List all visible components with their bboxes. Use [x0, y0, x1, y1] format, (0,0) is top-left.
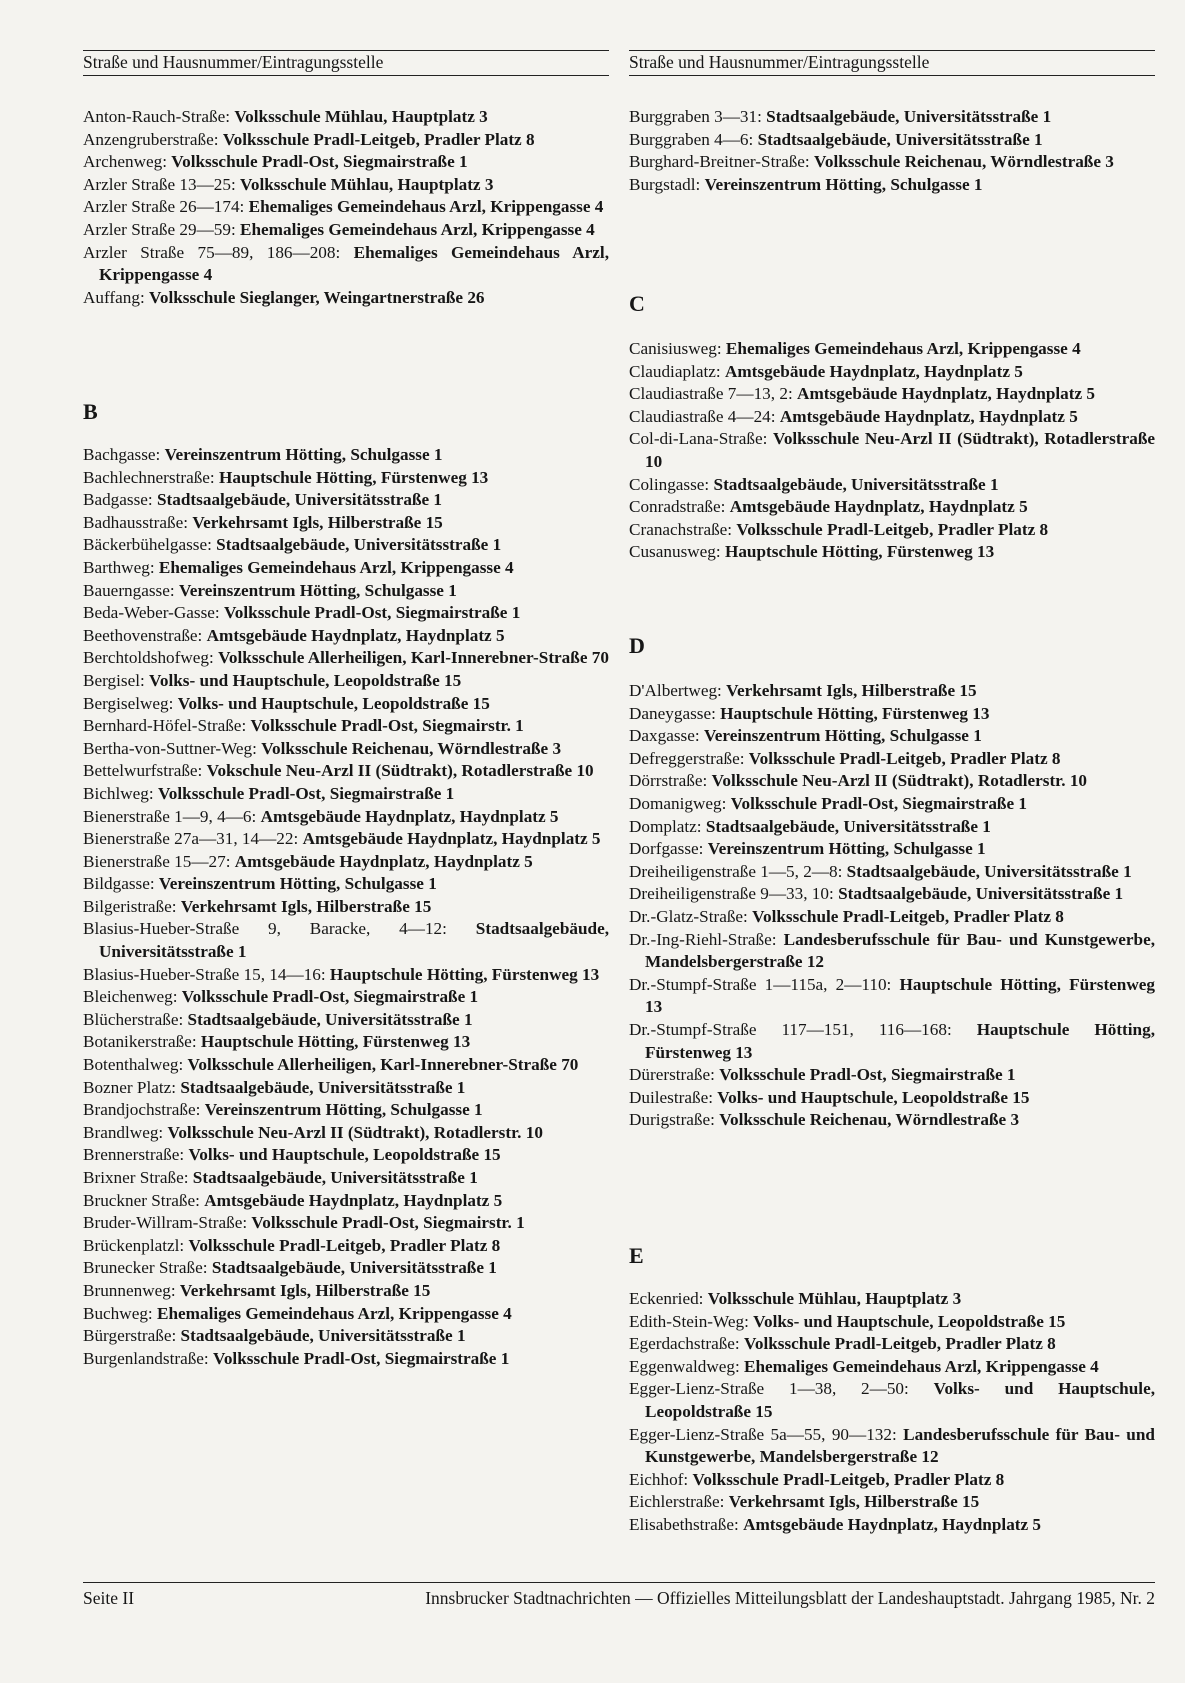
polling-location: Ehemaliges Gemeindehaus Arzl, Krippengasse 4: [158, 557, 514, 577]
polling-location: Vereinszentrum Hötting, Schulgasse 1: [178, 580, 457, 600]
list-item: [83, 693, 609, 716]
list-item: [83, 738, 609, 761]
left-column: [83, 106, 609, 309]
polling-location: Amtsgebäude Haydnplatz, Haydnplatz 5: [302, 829, 601, 849]
polling-location: Volks- und Hauptschule, Leopoldstraße 15: [177, 693, 490, 713]
street-name: Dr.-Ing-Riehl-Straße:: [629, 929, 777, 949]
street-name: Bergiselweg:: [83, 693, 174, 713]
polling-location: Vereinszentrum Hötting, Schulgasse 1: [703, 726, 982, 746]
street-name: Auffang:: [83, 287, 145, 307]
list-item: [629, 929, 1155, 974]
street-name: Eichhof:: [629, 1469, 689, 1489]
entries-b-right: [629, 106, 1155, 196]
polling-location: Verkehrsamt Igls, Hilberstraße 15: [179, 1280, 431, 1300]
list-item: [83, 896, 609, 919]
list-item: [83, 242, 609, 287]
list-item: [629, 883, 1155, 906]
entries-e: [629, 1288, 1155, 1537]
list-item: [629, 496, 1155, 519]
polling-location: Stadtsaalgebäude, Universitätsstraße 1: [757, 129, 1043, 149]
list-item: [83, 489, 609, 512]
polling-location: Volksschule Reichenau, Wörndlestraße 3: [261, 738, 562, 758]
street-name: Brunnenweg:: [83, 1280, 176, 1300]
street-name: Brückenplatzl:: [83, 1235, 185, 1255]
polling-location: Volksschule Pradl-Leitgeb, Pradler Platz 8: [748, 748, 1061, 768]
polling-location: Verkehrsamt Igls, Hilberstraße 15: [192, 512, 443, 532]
list-item: [83, 1348, 609, 1371]
polling-location: Amtsgebäude Haydnplatz, Haydnplatz 5: [234, 851, 533, 871]
polling-location: Amtsgebäude Haydnplatz, Haydnplatz 5: [797, 384, 1095, 404]
street-name: Badgasse:: [83, 490, 153, 510]
polling-location: Vereinszentrum Hötting, Schulgasse 1: [164, 445, 443, 464]
list-item: [629, 1424, 1155, 1469]
list-item: [629, 1491, 1155, 1514]
list-item: [83, 1077, 609, 1100]
street-name: Brandjochstraße:: [83, 1100, 201, 1120]
polling-location: Volksschule Sieglanger, Weingartnerstraße 26: [149, 287, 485, 307]
polling-location: Hauptschule Hötting, Fürstenweg 13: [219, 467, 489, 487]
list-item: [629, 838, 1155, 861]
polling-location: Volksschule Pradl-Leitgeb, Pradler Platz 8: [744, 1334, 1056, 1354]
list-item: [629, 725, 1155, 748]
polling-location: Stadtsaalgebäude, Universitätsstraße 1: [705, 816, 991, 836]
street-name: Barthweg:: [83, 557, 155, 577]
polling-location: Volksschule Pradl-Ost, Siegmairstraße 1: [181, 987, 479, 1007]
polling-location: Volks- und Hauptschule, Leopoldstraße 15: [717, 1087, 1030, 1107]
list-item: [83, 806, 609, 829]
polling-location: Volksschule Mühlau, Hauptplatz 3: [234, 107, 488, 126]
street-name: Bauerngasse:: [83, 580, 175, 600]
list-item: [629, 338, 1155, 361]
street-name: Buchweg:: [83, 1303, 153, 1323]
polling-location: Ehemaliges Gemeindehaus Arzl, Krippengasse 4: [248, 197, 604, 217]
list-item: [83, 625, 609, 648]
street-name: Beethovenstraße:: [83, 625, 203, 645]
entries-b-left: [83, 444, 609, 1370]
polling-location: Ehemaliges Gemeindehaus Arzl, Krippengasse 4: [240, 219, 595, 239]
street-name: Canisiusweg:: [629, 339, 722, 358]
street-name: Elisabethstraße:: [629, 1514, 739, 1534]
list-item: [629, 1109, 1155, 1132]
list-item: [83, 444, 609, 467]
street-name: Burgenlandstraße:: [83, 1348, 209, 1368]
list-item: [629, 1288, 1155, 1311]
polling-location: Stadtsaalgebäude, Universitätsstraße 1: [713, 474, 999, 494]
street-name: Anzengruberstraße:: [83, 129, 219, 149]
polling-location: Amtsgebäude Haydnplatz, Haydnplatz 5: [743, 1514, 1042, 1534]
street-name: Dorfgasse:: [629, 839, 704, 859]
polling-location: Volksschule Allerheiligen, Karl-Innerebner-Straße 70: [187, 1055, 579, 1075]
polling-location: Volksschule Allerheiligen, Karl-Innerebner-Straße 70: [218, 648, 609, 668]
street-name: Brennerstraße:: [83, 1145, 185, 1165]
street-name: Archenweg:: [83, 152, 167, 172]
street-name: Bilgeristraße:: [83, 896, 177, 916]
polling-location: Volksschule Pradl-Leitgeb, Pradler Platz 8: [222, 129, 535, 149]
polling-location: Amtsgebäude Haydnplatz, Haydnplatz 5: [206, 625, 505, 645]
street-name: Bernhard-Höfel-Straße:: [83, 716, 247, 736]
street-name: Badhausstraße:: [83, 512, 189, 532]
list-item: [629, 519, 1155, 542]
list-item: [83, 783, 609, 806]
polling-location: Vereinszentrum Hötting, Schulgasse 1: [204, 1100, 483, 1120]
street-name: Blasius-Hueber-Straße 9, Baracke, 4—12:: [83, 919, 447, 939]
polling-location: Hauptschule Hötting, Fürstenweg 13: [645, 1019, 1156, 1062]
street-name: Botanikerstraße:: [83, 1032, 197, 1052]
list-item: [83, 986, 609, 1009]
polling-location: Stadtsaalgebäude, Universitätsstraße 1: [216, 535, 502, 555]
street-name: Cusanusweg:: [629, 542, 721, 562]
polling-location: Stadtsaalgebäude, Universitätsstraße 1: [211, 1258, 497, 1278]
right-column-d: [629, 680, 1155, 1132]
list-item: [629, 106, 1155, 129]
list-item: [83, 151, 609, 174]
list-item: [629, 1514, 1155, 1537]
list-item: [629, 703, 1155, 726]
street-name: Eggenwaldweg:: [629, 1356, 740, 1376]
polling-location: Amtsgebäude Haydnplatz, Haydnplatz 5: [204, 1190, 503, 1210]
street-name: Berchtoldshofweg:: [83, 648, 214, 668]
street-name: Bergisel:: [83, 670, 145, 690]
list-item: [629, 406, 1155, 429]
street-name: Bäckerbühelgasse:: [83, 535, 212, 555]
polling-location: Amtsgebäude Haydnplatz, Haydnplatz 5: [724, 361, 1023, 381]
list-item: [83, 1303, 609, 1326]
polling-location: Volksschule Pradl-Ost, Siegmairstraße 1: [213, 1348, 510, 1368]
list-item: [83, 287, 609, 310]
section-letter-e: E: [629, 1243, 644, 1268]
section-c-heading-wrap: [629, 292, 1155, 316]
polling-location: Volksschule Reichenau, Wörndlestraße 3: [814, 152, 1114, 172]
street-name: Dreiheiligenstraße 1—5, 2—8:: [629, 861, 843, 881]
polling-location: Landesberufsschule für Bau- und Kunstgewerbe, Mandelsbergerstraße 12: [645, 1424, 1155, 1467]
street-name: Bleichenweg:: [83, 987, 178, 1007]
street-name: Conradstraße:: [629, 497, 726, 517]
right-column-c: [629, 338, 1155, 564]
street-name: Anton-Rauch-Straße:: [83, 107, 231, 126]
section-b-heading-wrap: [83, 400, 609, 424]
list-item: [83, 715, 609, 738]
page-footer: [83, 1582, 1155, 1609]
street-name: Domplatz:: [629, 816, 702, 836]
list-item: [83, 1280, 609, 1303]
street-name: Egger-Lienz-Straße 1—38, 2—50:: [629, 1379, 909, 1399]
street-name: Dr.-Stumpf-Straße 1—115a, 2—110:: [629, 974, 892, 994]
list-item: [83, 918, 609, 963]
polling-location: Volksschule Pradl-Leitgeb, Pradler Platz 8: [736, 519, 1049, 539]
list-item: [629, 1356, 1155, 1379]
street-name: Brixner Straße:: [83, 1168, 189, 1187]
list-item: [83, 174, 609, 197]
polling-location: Vereinszentrum Hötting, Schulgasse 1: [158, 874, 437, 894]
column-header-right: Straße und Hausnummer/Eintragungsstelle: [629, 50, 1155, 76]
list-item: [83, 106, 609, 129]
list-item: [83, 580, 609, 603]
polling-location: Hauptschule Hötting, Fürstenweg 13: [645, 974, 1155, 1017]
polling-location: Vereinszentrum Hötting, Schulgasse 1: [707, 839, 986, 859]
street-name: Durigstraße:: [629, 1110, 715, 1130]
polling-location: Hauptschule Hötting, Fürstenweg 13: [724, 542, 995, 562]
polling-location: Volksschule Mühlau, Hauptplatz 3: [240, 174, 494, 194]
column-header-left: Straße und Hausnummer/Eintragungsstelle: [83, 50, 609, 76]
street-name: Burggraben 3—31:: [629, 107, 762, 126]
list-item: [83, 1031, 609, 1054]
list-item: [629, 1087, 1155, 1110]
list-item: [83, 1212, 609, 1235]
polling-location: Volks- und Hauptschule, Leopoldstraße 15: [149, 670, 462, 690]
list-item: [83, 828, 609, 851]
list-item: [83, 1009, 609, 1032]
street-name: Claudiaplatz:: [629, 361, 721, 381]
street-name: Domanigweg:: [629, 793, 727, 813]
polling-location: Stadtsaalgebäude, Universitätsstraße 1: [838, 884, 1124, 904]
list-item: [83, 873, 609, 896]
polling-location: Ehemaliges Gemeindehaus Arzl, Krippengasse 4: [725, 339, 1081, 358]
list-item: [629, 428, 1155, 473]
polling-location: Stadtsaalgebäude, Universitätsstraße 1: [157, 490, 443, 510]
street-name: Botenthalweg:: [83, 1055, 184, 1075]
polling-location: Hauptschule Hötting, Fürstenweg 13: [329, 964, 600, 984]
entries-a: [83, 106, 609, 309]
street-name: Egger-Lienz-Straße 5a—55, 90—132:: [629, 1424, 897, 1444]
section-letter-b: B: [83, 399, 98, 424]
polling-location: Volksschule Pradl-Ost, Siegmairstraße 1: [719, 1065, 1016, 1085]
list-item: [83, 1325, 609, 1348]
polling-location: Volksschule Reichenau, Wörndlestraße 3: [719, 1110, 1020, 1130]
list-item: [629, 1064, 1155, 1087]
street-name: D'Albertweg:: [629, 681, 722, 700]
street-name: Burgstadl:: [629, 174, 701, 194]
list-item: [629, 541, 1155, 564]
list-item: [629, 906, 1155, 929]
list-item: [83, 1054, 609, 1077]
polling-location: Vereinszentrum Hötting, Schulgasse 1: [704, 174, 983, 194]
list-item: [629, 1019, 1155, 1064]
polling-location: Stadtsaalgebäude, Universitätsstraße 1: [99, 919, 610, 962]
list-item: [629, 1378, 1155, 1423]
polling-location: Amtsgebäude Haydnplatz, Haydnplatz 5: [260, 806, 559, 826]
list-item: [629, 1311, 1155, 1334]
street-name: Bruder-Willram-Straße:: [83, 1213, 248, 1233]
polling-location: Volksschule Pradl-Leitgeb, Pradler Platz 8: [188, 1235, 501, 1255]
list-item: [83, 512, 609, 535]
left-column-b: [83, 444, 609, 1370]
street-name: Bienerstraße 15—27:: [83, 851, 231, 871]
section-d-heading-wrap: [629, 634, 1155, 658]
street-name: Brunecker Straße:: [83, 1258, 208, 1278]
list-item: [83, 1122, 609, 1145]
street-name: Arzler Straße 29—59:: [83, 219, 236, 239]
street-name: Daxgasse:: [629, 726, 700, 746]
street-name: Arzler Straße 75—89, 186—208:: [83, 242, 341, 262]
list-item: [83, 534, 609, 557]
street-name: Defreggerstraße:: [629, 748, 745, 768]
list-item: [629, 816, 1155, 839]
street-name: Brandlweg:: [83, 1122, 164, 1142]
section-letter-d: D: [629, 633, 645, 658]
list-item: [83, 1167, 609, 1190]
list-item: [83, 602, 609, 625]
street-name: Bettelwurfstraße:: [83, 761, 203, 781]
polling-location: Volksschule Pradl-Ost, Siegmairstraße 1: [171, 152, 468, 172]
entries-d: [629, 680, 1155, 1132]
list-item: [83, 964, 609, 987]
street-name: Claudiastraße 4—24:: [629, 406, 776, 426]
polling-location: Verkehrsamt Igls, Hilberstraße 15: [180, 896, 432, 916]
list-item: [83, 196, 609, 219]
street-name: Bichlweg:: [83, 783, 154, 803]
section-letter-c: C: [629, 291, 645, 316]
street-name: Burghard-Breitner-Straße:: [629, 152, 810, 172]
street-name: Blücherstraße:: [83, 1009, 184, 1029]
polling-location: Amtsgebäude Haydnplatz, Haydnplatz 5: [779, 406, 1078, 426]
list-item: [629, 1469, 1155, 1492]
polling-location: Volks- und Hauptschule, Leopoldstraße 15: [753, 1311, 1066, 1331]
polling-location: Stadtsaalgebäude, Universitätsstraße 1: [180, 1077, 466, 1097]
polling-location: Hauptschule Hötting, Fürstenweg 13: [200, 1032, 471, 1052]
polling-location: Volksschule Pradl-Leitgeb, Pradler Platz 8: [692, 1469, 1005, 1489]
list-item: [629, 974, 1155, 1019]
street-name: Daneygasse:: [629, 703, 716, 723]
polling-location: Volksschule Mühlau, Hauptplatz 3: [707, 1289, 962, 1308]
list-item: [629, 1333, 1155, 1356]
street-name: Blasius-Hueber-Straße 15, 14—16:: [83, 964, 326, 984]
list-item: [83, 670, 609, 693]
street-name: Bachgasse:: [83, 445, 161, 464]
right-column: [629, 106, 1155, 196]
list-item: [629, 129, 1155, 152]
street-name: Bienerstraße 27a—31, 14—22:: [83, 829, 299, 849]
list-item: [83, 1190, 609, 1213]
polling-location: Volksschule Neu-Arzl II (Südtrakt), Rotadlerstraße 10: [645, 429, 1156, 471]
list-item: [83, 129, 609, 152]
polling-location: Vokschule Neu-Arzl II (Südtrakt), Rotadlerstraße 10: [206, 761, 594, 781]
list-item: [629, 793, 1155, 816]
list-item: [629, 748, 1155, 771]
polling-location: Volksschule Pradl-Ost, Siegmairstraße 1: [223, 603, 521, 623]
polling-location: Ehemaliges Gemeindehaus Arzl, Krippengasse 4: [99, 242, 609, 285]
street-name: Arzler Straße 13—25:: [83, 174, 236, 194]
entries-c: [629, 338, 1155, 564]
page-number: Seite II: [83, 1588, 135, 1608]
list-item: [83, 647, 609, 670]
polling-location: Volksschule Pradl-Ost, Siegmairstraße 1: [730, 793, 1028, 813]
right-column-e: [629, 1288, 1155, 1537]
polling-location: Hauptschule Hötting, Fürstenweg 13: [720, 703, 990, 723]
street-name: Claudiastraße 7—13, 2:: [629, 384, 793, 404]
polling-location: Verkehrsamt Igls, Hilberstraße 15: [726, 681, 977, 700]
street-name: Eckenried:: [629, 1289, 704, 1308]
street-name: Bozner Platz:: [83, 1077, 177, 1097]
polling-location: Volks- und Hauptschule, Leopoldstraße 15: [645, 1379, 1156, 1421]
street-name: Cranachstraße:: [629, 519, 733, 539]
street-name: Col-di-Lana-Straße:: [629, 429, 768, 449]
street-name: Arzler Straße 26—174:: [83, 197, 245, 217]
street-name: Colingasse:: [629, 474, 710, 494]
street-name: Dörrstraße:: [629, 771, 708, 791]
polling-location: Verkehrsamt Igls, Hilberstraße 15: [728, 1492, 980, 1512]
list-item: [629, 770, 1155, 793]
street-name: Bildgasse:: [83, 874, 155, 894]
section-e-heading-wrap: [629, 1244, 1155, 1268]
polling-location: Volksschule Pradl-Ost, Siegmairstr. 1: [251, 1213, 525, 1233]
polling-location: Volksschule Neu-Arzl II (Südtrakt), Rotadlerstr. 10: [167, 1122, 543, 1142]
street-name: Bürgerstraße:: [83, 1326, 177, 1346]
street-name: Dr.-Stumpf-Straße 117—151, 116—168:: [629, 1019, 952, 1039]
street-name: Duilestraße:: [629, 1087, 713, 1107]
list-item: [629, 383, 1155, 406]
street-name: Bachlechnerstraße:: [83, 467, 215, 487]
street-name: Egerdachstraße:: [629, 1334, 740, 1354]
list-item: [629, 861, 1155, 884]
street-name: Eichlerstraße:: [629, 1492, 725, 1512]
list-item: [629, 474, 1155, 497]
polling-location: Landesberufsschule für Bau- und Kunstgewerbe, Mandelsbergerstraße 12: [645, 929, 1156, 972]
polling-location: Volks- und Hauptschule, Leopoldstraße 15: [188, 1145, 501, 1165]
polling-location: Ehemaliges Gemeindehaus Arzl, Krippengasse 4: [157, 1303, 512, 1323]
list-item: [83, 219, 609, 242]
street-name: Bruckner Straße:: [83, 1190, 200, 1210]
list-item: [83, 851, 609, 874]
list-item: [629, 680, 1155, 703]
publication-line: Innsbrucker Stadtnachrichten — Offizielles Mitteilungsblatt der Landeshauptstadt. Jahrgang 1985, Nr. 2: [425, 1588, 1155, 1608]
street-name: Beda-Weber-Gasse:: [83, 603, 220, 623]
polling-location: Volksschule Pradl-Leitgeb, Pradler Platz 8: [752, 906, 1064, 926]
polling-location: Ehemaliges Gemeindehaus Arzl, Krippengasse 4: [744, 1356, 1099, 1376]
list-item: [83, 1099, 609, 1122]
list-item: [629, 361, 1155, 384]
street-name: Burggraben 4—6:: [629, 129, 754, 149]
list-item: [83, 1257, 609, 1280]
polling-location: Stadtsaalgebäude, Universitätsstraße 1: [180, 1326, 466, 1346]
street-name: Edith-Stein-Weg:: [629, 1311, 749, 1331]
street-name: Bienerstraße 1—9, 4—6:: [83, 806, 257, 826]
list-item: [83, 557, 609, 580]
street-name: Dürerstraße:: [629, 1065, 715, 1085]
street-name: Bertha-von-Suttner-Weg:: [83, 738, 257, 758]
polling-location: Stadtsaalgebäude, Universitätsstraße 1: [846, 861, 1132, 881]
polling-location: Volksschule Pradl-Ost, Siegmairstr. 1: [250, 716, 524, 736]
polling-location: Volksschule Pradl-Ost, Siegmairstraße 1: [157, 783, 455, 803]
polling-location: Stadtsaalgebäude, Universitätsstraße 1: [766, 107, 1052, 126]
polling-location: Stadtsaalgebäude, Universitätsstraße 1: [192, 1168, 478, 1187]
list-item: [83, 760, 609, 783]
list-item: [83, 1235, 609, 1258]
list-item: [83, 1144, 609, 1167]
polling-location: Amtsgebäude Haydnplatz, Haydnplatz 5: [729, 497, 1028, 517]
polling-location: Stadtsaalgebäude, Universitätsstraße 1: [187, 1009, 473, 1029]
list-item: [629, 151, 1155, 174]
street-name: Dr.-Glatz-Straße:: [629, 906, 748, 926]
polling-location: Volksschule Neu-Arzl II (Südtrakt), Rotadlerstr. 10: [711, 771, 1088, 791]
list-item: [629, 174, 1155, 197]
list-item: [83, 467, 609, 490]
street-name: Dreiheiligenstraße 9—33, 10:: [629, 884, 834, 904]
